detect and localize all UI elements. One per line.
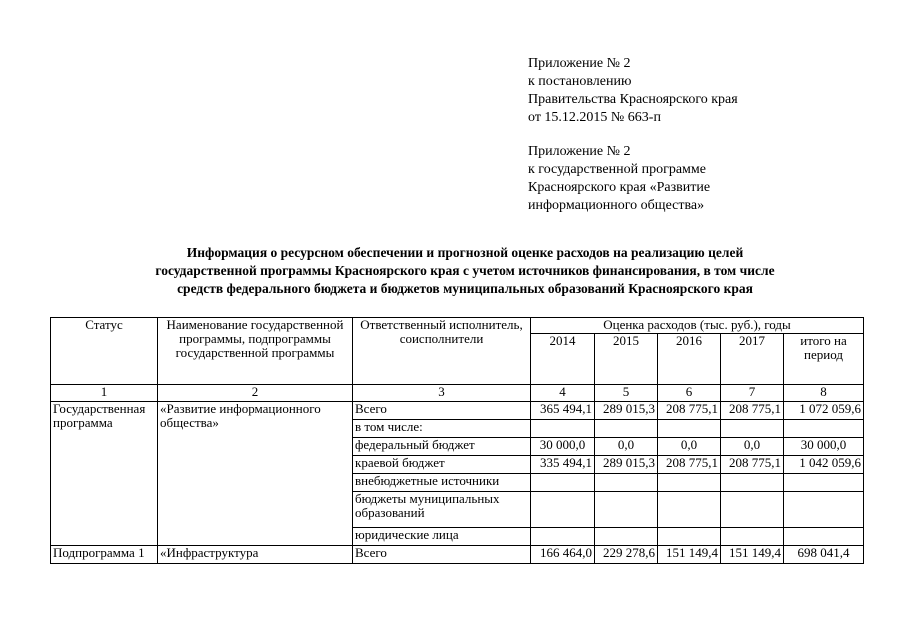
value-cell [595, 492, 658, 528]
value-cell [721, 528, 784, 546]
appendix-line: к постановлению [528, 74, 632, 89]
value-cell: 151 149,4 [721, 546, 784, 564]
header-year: 2015 [595, 334, 658, 385]
header-estimate: Оценка расходов (тыс. руб.), годы [531, 318, 864, 334]
value-cell [531, 492, 595, 528]
header-total: итого на период [784, 334, 864, 385]
header-executor: Ответственный исполнитель, соисполнители [353, 318, 531, 385]
value-cell: 229 278,6 [595, 546, 658, 564]
value-cell [721, 474, 784, 492]
col-number: 2 [158, 385, 353, 402]
value-cell: 0,0 [595, 438, 658, 456]
value-cell [658, 492, 721, 528]
program-name: «Развитие информационного общества» [158, 402, 353, 546]
title-line: Информация о ресурсном обеспечении и прогнозной оценке расходов на реализацию целей [186, 245, 744, 260]
appendix-line: информационного общества» [528, 198, 705, 213]
col-number: 3 [353, 385, 531, 402]
resource-table [50, 317, 864, 564]
row-label: Всего [353, 546, 531, 564]
document-title [70, 244, 860, 298]
appendix-line: Красноярского края «Развитие [528, 180, 711, 195]
value-cell [531, 528, 595, 546]
header-year: 2017 [721, 334, 784, 385]
row-label: бюджеты муниципальных образований [353, 492, 531, 528]
value-cell: 365 494,1 [531, 402, 595, 420]
col-number: 8 [784, 385, 864, 402]
appendix-line: от 15.12.2015 № 663-п [528, 110, 661, 125]
col-number: 5 [595, 385, 658, 402]
col-number: 6 [658, 385, 721, 402]
value-cell: 30 000,0 [784, 438, 864, 456]
subprogram-name: «Инфраструктура [158, 546, 353, 564]
appendix-resolution [528, 55, 738, 127]
header-year: 2016 [658, 334, 721, 385]
title-line: средств федерального бюджета и бюджетов муниципальных образований Красноярского края [177, 281, 753, 296]
value-cell [721, 492, 784, 528]
value-cell: 208 775,1 [721, 456, 784, 474]
value-cell [595, 474, 658, 492]
appendix-program [528, 143, 710, 215]
value-cell: 208 775,1 [658, 402, 721, 420]
value-cell: 0,0 [721, 438, 784, 456]
appendix-line: Правительства Красноярского края [528, 92, 738, 107]
value-cell: 335 494,1 [531, 456, 595, 474]
value-cell [658, 528, 721, 546]
value-cell: 166 464,0 [531, 546, 595, 564]
row-label: юридические лица [353, 528, 531, 546]
appendix-line: Приложение № 2 [528, 144, 631, 159]
value-cell [784, 474, 864, 492]
appendix-line: Приложение № 2 [528, 56, 631, 71]
value-cell: 1 042 059,6 [784, 456, 864, 474]
row-label: краевой бюджет [353, 456, 531, 474]
row-label: Всего [353, 402, 531, 420]
value-cell [721, 420, 784, 438]
header-name: Наименование государственной программы, подпрограммы государственной программы [158, 318, 353, 385]
value-cell: 208 775,1 [721, 402, 784, 420]
value-cell: 30 000,0 [531, 438, 595, 456]
value-cell [784, 420, 864, 438]
value-cell [531, 474, 595, 492]
header-year: 2014 [531, 334, 595, 385]
value-cell: 1 072 059,6 [784, 402, 864, 420]
col-number: 7 [721, 385, 784, 402]
appendix-line: к государственной программе [528, 162, 706, 177]
value-cell: 151 149,4 [658, 546, 721, 564]
value-cell: 698 041,4 [784, 546, 864, 564]
row-label: внебюджетные источники [353, 474, 531, 492]
value-cell [531, 420, 595, 438]
value-cell: 0,0 [658, 438, 721, 456]
title-line: государственной программы Красноярского края с учетом источников финансирования, в том числе [155, 263, 775, 278]
row-label: в том числе: [353, 420, 531, 438]
header-status: Статус [51, 318, 158, 385]
program-status: Государственная программа [51, 402, 158, 546]
col-number: 4 [531, 385, 595, 402]
value-cell [658, 420, 721, 438]
col-number: 1 [51, 385, 158, 402]
value-cell [784, 492, 864, 528]
value-cell [658, 474, 721, 492]
value-cell: 289 015,3 [595, 456, 658, 474]
value-cell [595, 528, 658, 546]
value-cell [595, 420, 658, 438]
subprogram-status: Подпрограмма 1 [51, 546, 158, 564]
value-cell: 208 775,1 [658, 456, 721, 474]
row-label: федеральный бюджет [353, 438, 531, 456]
value-cell: 289 015,3 [595, 402, 658, 420]
value-cell [784, 528, 864, 546]
